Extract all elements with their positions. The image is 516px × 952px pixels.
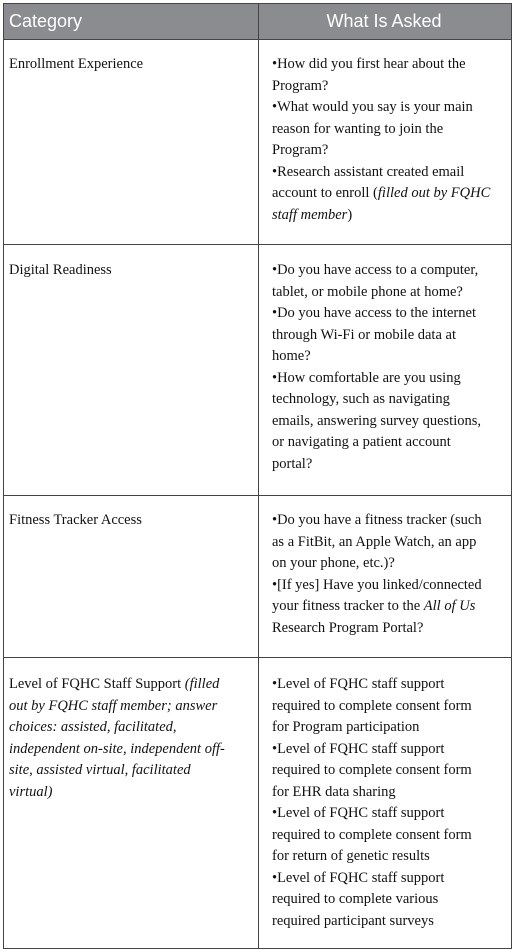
category-line: virtual): [9, 783, 53, 800]
row-1-category: [9, 54, 251, 76]
row-2-asked: [272, 260, 504, 475]
asked-line: Program?: [272, 77, 329, 94]
asked-text: ): [347, 206, 353, 223]
category-line: choices: assisted, facilitated,: [9, 719, 177, 735]
asked-line: required to complete various: [272, 891, 439, 907]
header-what-is-asked: What Is Asked: [326, 11, 442, 31]
row-divider: [4, 495, 511, 496]
asked-line: •Do you have a fitness tracker (such: [272, 512, 482, 528]
asked-text: your fitness tracker to the: [272, 598, 424, 614]
row-4-asked: [272, 674, 504, 932]
asked-line: [272, 183, 504, 205]
asked-line: required to complete consent form: [272, 697, 472, 714]
category-italic: (filled: [184, 676, 220, 692]
asked-line: •Level of FQHC staff support: [272, 676, 445, 692]
row-divider: [4, 244, 511, 245]
asked-line: required to complete consent form: [272, 826, 472, 843]
asked-line: •How did you first hear about the: [272, 56, 466, 72]
asked-line: •Level of FQHC staff support: [272, 740, 445, 757]
category-line: site, assisted virtual, facilitated: [9, 762, 191, 778]
data-table: [3, 3, 512, 949]
category-line: Fitness Tracker Access: [9, 512, 142, 528]
asked-italic: All of Us: [423, 598, 476, 614]
category-line: [9, 674, 251, 696]
asked-line: or navigating a patient account: [272, 434, 451, 450]
asked-line: •Research assistant created email: [272, 163, 465, 180]
category-text: Level of FQHC Staff Support: [9, 676, 185, 692]
asked-line: for EHR data sharing: [272, 783, 396, 800]
row-divider: [4, 39, 511, 40]
category-line: independent on-site, independent off-: [9, 740, 225, 757]
category-line: Enrollment Experience: [9, 56, 144, 72]
row-3-asked: [272, 510, 504, 639]
column-divider: [258, 4, 259, 948]
asked-line: •Do you have access to a computer,: [272, 262, 479, 278]
category-line: Digital Readiness: [9, 262, 112, 278]
asked-line: •How comfortable are you using: [272, 369, 461, 386]
row-2-category: [9, 260, 251, 282]
asked-italic: staff member: [272, 206, 348, 223]
row-3-category: [9, 510, 251, 532]
asked-line: Research Program Portal?: [272, 619, 424, 636]
asked-line: required participant surveys: [272, 912, 434, 929]
row-divider: [4, 657, 511, 658]
asked-line: tablet, or mobile phone at home?: [272, 283, 463, 300]
asked-line: [272, 596, 504, 618]
asked-italic: filled out by FQHC: [377, 185, 491, 201]
asked-line: [272, 205, 504, 227]
asked-line: •What would you say is your main: [272, 99, 473, 115]
asked-line: reason for wanting to join the: [272, 120, 444, 137]
category-line: out by FQHC staff member; answer: [9, 697, 218, 714]
asked-line: as a FitBit, an Apple Watch, an app: [272, 533, 477, 550]
row-1-asked: [272, 54, 504, 226]
asked-line: required to complete consent form: [272, 762, 472, 778]
asked-line: Program?: [272, 142, 329, 158]
asked-text: account to enroll (: [272, 185, 378, 201]
asked-line: portal?: [272, 455, 313, 472]
asked-line: through Wi-Fi or mobile data at: [272, 326, 456, 343]
row-4-category: [9, 674, 251, 803]
asked-line: •Do you have access to the internet: [272, 305, 476, 321]
asked-line: on your phone, etc.)?: [272, 555, 395, 571]
asked-line: •Level of FQHC staff support: [272, 869, 445, 886]
asked-line: emails, answering survey questions,: [272, 412, 482, 429]
asked-line: •Level of FQHC staff support: [272, 805, 445, 821]
asked-line: home?: [272, 348, 311, 364]
header-category: Category: [9, 11, 83, 31]
asked-line: for return of genetic results: [272, 848, 430, 864]
asked-line: for Program participation: [272, 719, 420, 735]
asked-line: •[If yes] Have you linked/connected: [272, 576, 482, 593]
asked-line: technology, such as navigating: [272, 391, 450, 407]
